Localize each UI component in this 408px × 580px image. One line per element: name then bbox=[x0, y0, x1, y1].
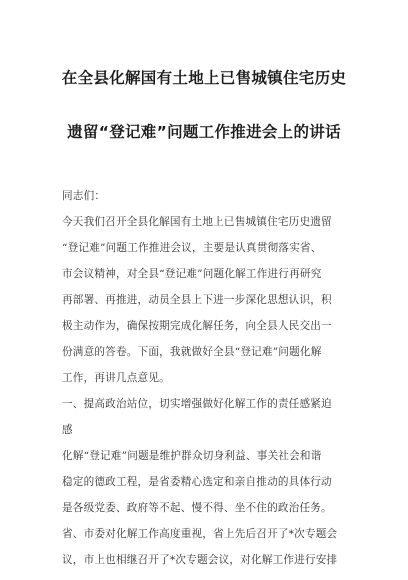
body-line: 份满意的答卷。下面，我就做好全县“登记难”问题化解 bbox=[62, 346, 322, 358]
body-line: 化解“登记难”问题是维护群众切身利益、事关社会和谐 bbox=[62, 450, 322, 462]
body-line: 极主动作为，确保按期完成化解任务，向全县人民交出一 bbox=[62, 320, 332, 332]
body-line: “登记难”问题工作推进会议，主要是认真贯彻落实省、 bbox=[62, 242, 322, 254]
body-line: 同志们： bbox=[62, 190, 106, 202]
document-title-line-1: 在全县化解国有土地上已售城镇住宅历史 bbox=[61, 69, 347, 87]
body-line: 市会议精神，对全县“登记难”问题化解工作进行再研究 bbox=[62, 268, 322, 280]
body-line: 是各级党委、政府等不起、慢不得、坐不住的政治任务。 bbox=[62, 502, 332, 514]
document-title-line-2: 遗留“登记难”问题工作推进会上的讲话 bbox=[67, 123, 341, 141]
body-line: 议，市上也相继召开了*次专题会议，对化解工作进行安排 bbox=[62, 554, 338, 566]
section-heading: 一、提高政治站位，切实增强做好化解工作的责任感紧迫 bbox=[62, 398, 332, 410]
body-line: 再部署、再推进，动员全县上下进一步深化思想认识，积 bbox=[62, 294, 332, 306]
section-heading-continued: 感 bbox=[62, 424, 73, 436]
body-line: 工作，再讲几点意见。 bbox=[62, 372, 170, 384]
body-line: 省、市委对化解工作高度重视，省上先后召开了*次专题会 bbox=[62, 528, 338, 540]
body-line: 今天我们召开全县化解国有土地上已售城镇住宅历史遗留 bbox=[62, 216, 332, 228]
body-line: 稳定的德政工程，是省委精心选定和亲自推动的具体行动 bbox=[62, 476, 332, 488]
